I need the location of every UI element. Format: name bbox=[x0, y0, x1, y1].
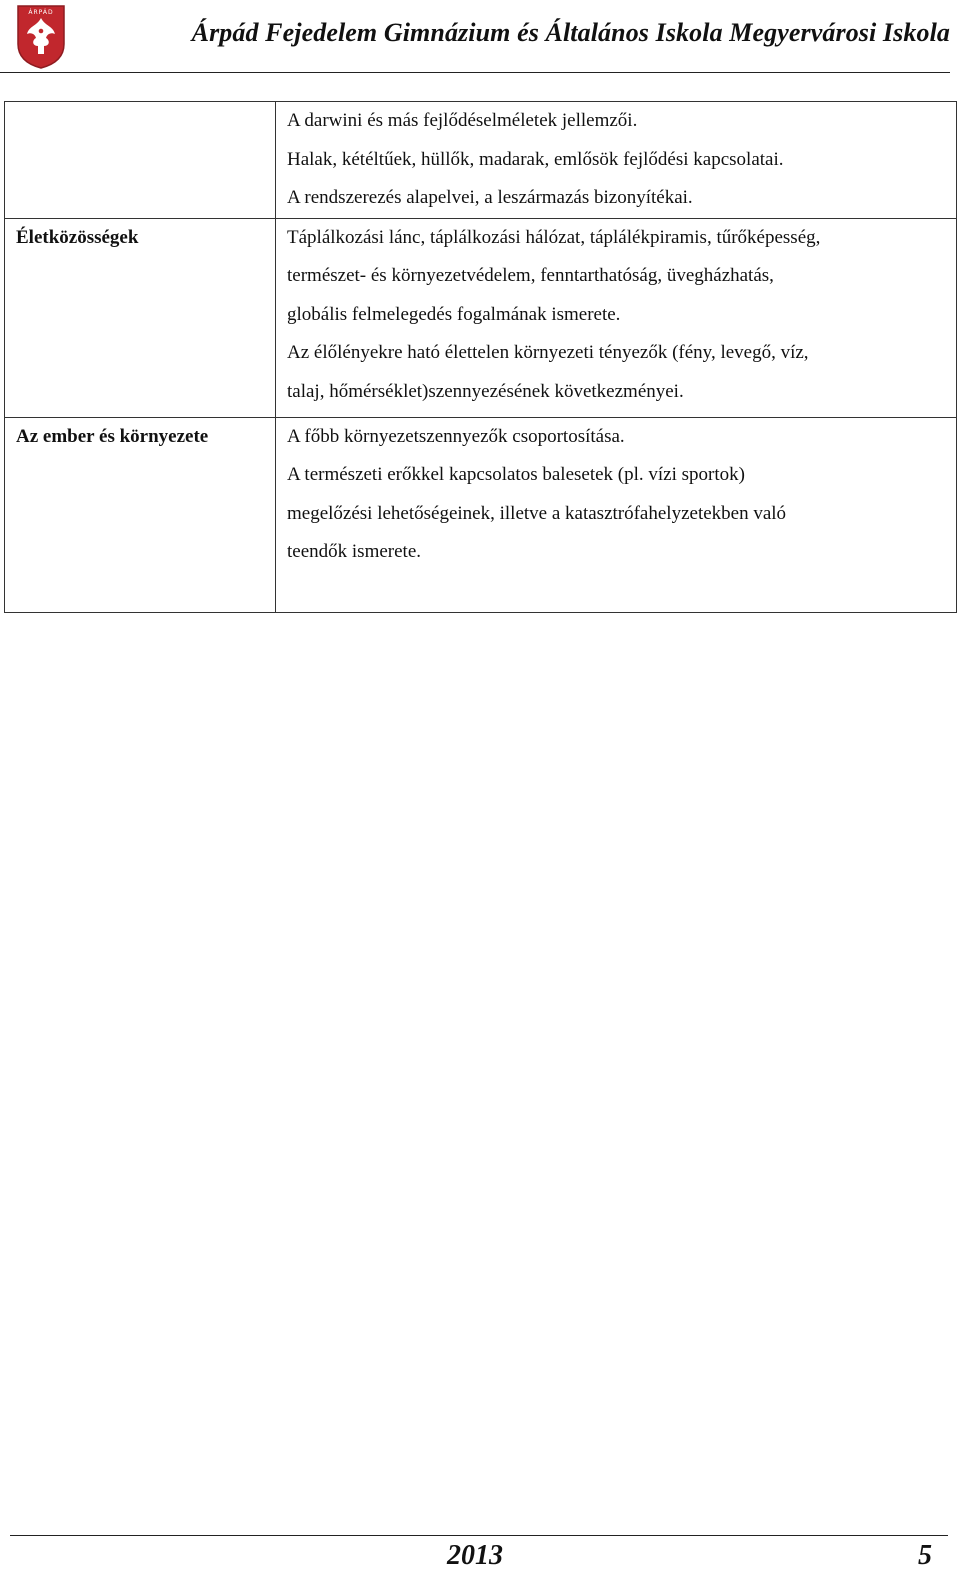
content-line: teendők ismerete. bbox=[287, 541, 422, 562]
footer-divider bbox=[10, 1535, 948, 1536]
content-cell bbox=[276, 102, 957, 219]
topic-cell bbox=[5, 102, 276, 219]
topic-cell bbox=[5, 218, 276, 417]
table-row bbox=[5, 417, 957, 612]
content-line: A főbb környezetszennyezők csoportosítása. bbox=[287, 425, 625, 447]
page-number: 5 bbox=[918, 1540, 932, 1571]
content-cell bbox=[276, 417, 957, 612]
content-line: talaj, hőmérséklet)szennyezésének következményei. bbox=[287, 380, 684, 402]
content-line: megelőzési lehetőségeinek, illetve a katasztrófahelyzetekben való bbox=[287, 502, 787, 524]
content-cell bbox=[276, 218, 957, 417]
svg-text:ÁRPÁD: ÁRPÁD bbox=[28, 9, 54, 16]
curriculum-table bbox=[4, 101, 957, 613]
topic-cell bbox=[5, 417, 276, 612]
content-line: Táplálkozási lánc, táplálkozási hálózat, táplálékpiramis, tűrőképesség, bbox=[287, 226, 821, 248]
content-line: A darwini és más fejlődéselméletek jellemzői. bbox=[287, 110, 638, 131]
content-line: A rendszerezés alapelvei, a leszármazás bizonyítékai. bbox=[287, 187, 693, 208]
topic-label: Az ember és környezete bbox=[16, 425, 209, 447]
table-row bbox=[5, 102, 957, 219]
content-line: A természeti erőkkel kapcsolatos balesetek (pl. vízi sportok) bbox=[287, 464, 745, 485]
content-line: globális felmelegedés fogalmának ismerete. bbox=[287, 303, 621, 325]
footer-year: 2013 bbox=[447, 1540, 503, 1571]
school-name-title: Árpád Fejedelem Gimnázium és Általános Iskola Megyervárosi Iskola bbox=[191, 18, 950, 47]
content-line: természet- és környezetvédelem, fenntarthatóság, üvegházhatás, bbox=[287, 265, 774, 286]
table-row bbox=[5, 218, 957, 417]
page-header bbox=[0, 0, 960, 76]
school-crest-logo bbox=[16, 4, 66, 70]
header-divider bbox=[0, 72, 950, 73]
content-line: Halak, kétéltűek, hüllők, madarak, emlősök fejlődési kapcsolatai. bbox=[287, 148, 784, 170]
topic-label: Életközösségek bbox=[16, 226, 139, 248]
content-line: Az élőlényekre ható élettelen környezeti tényezők (fény, levegő, víz, bbox=[287, 342, 809, 363]
